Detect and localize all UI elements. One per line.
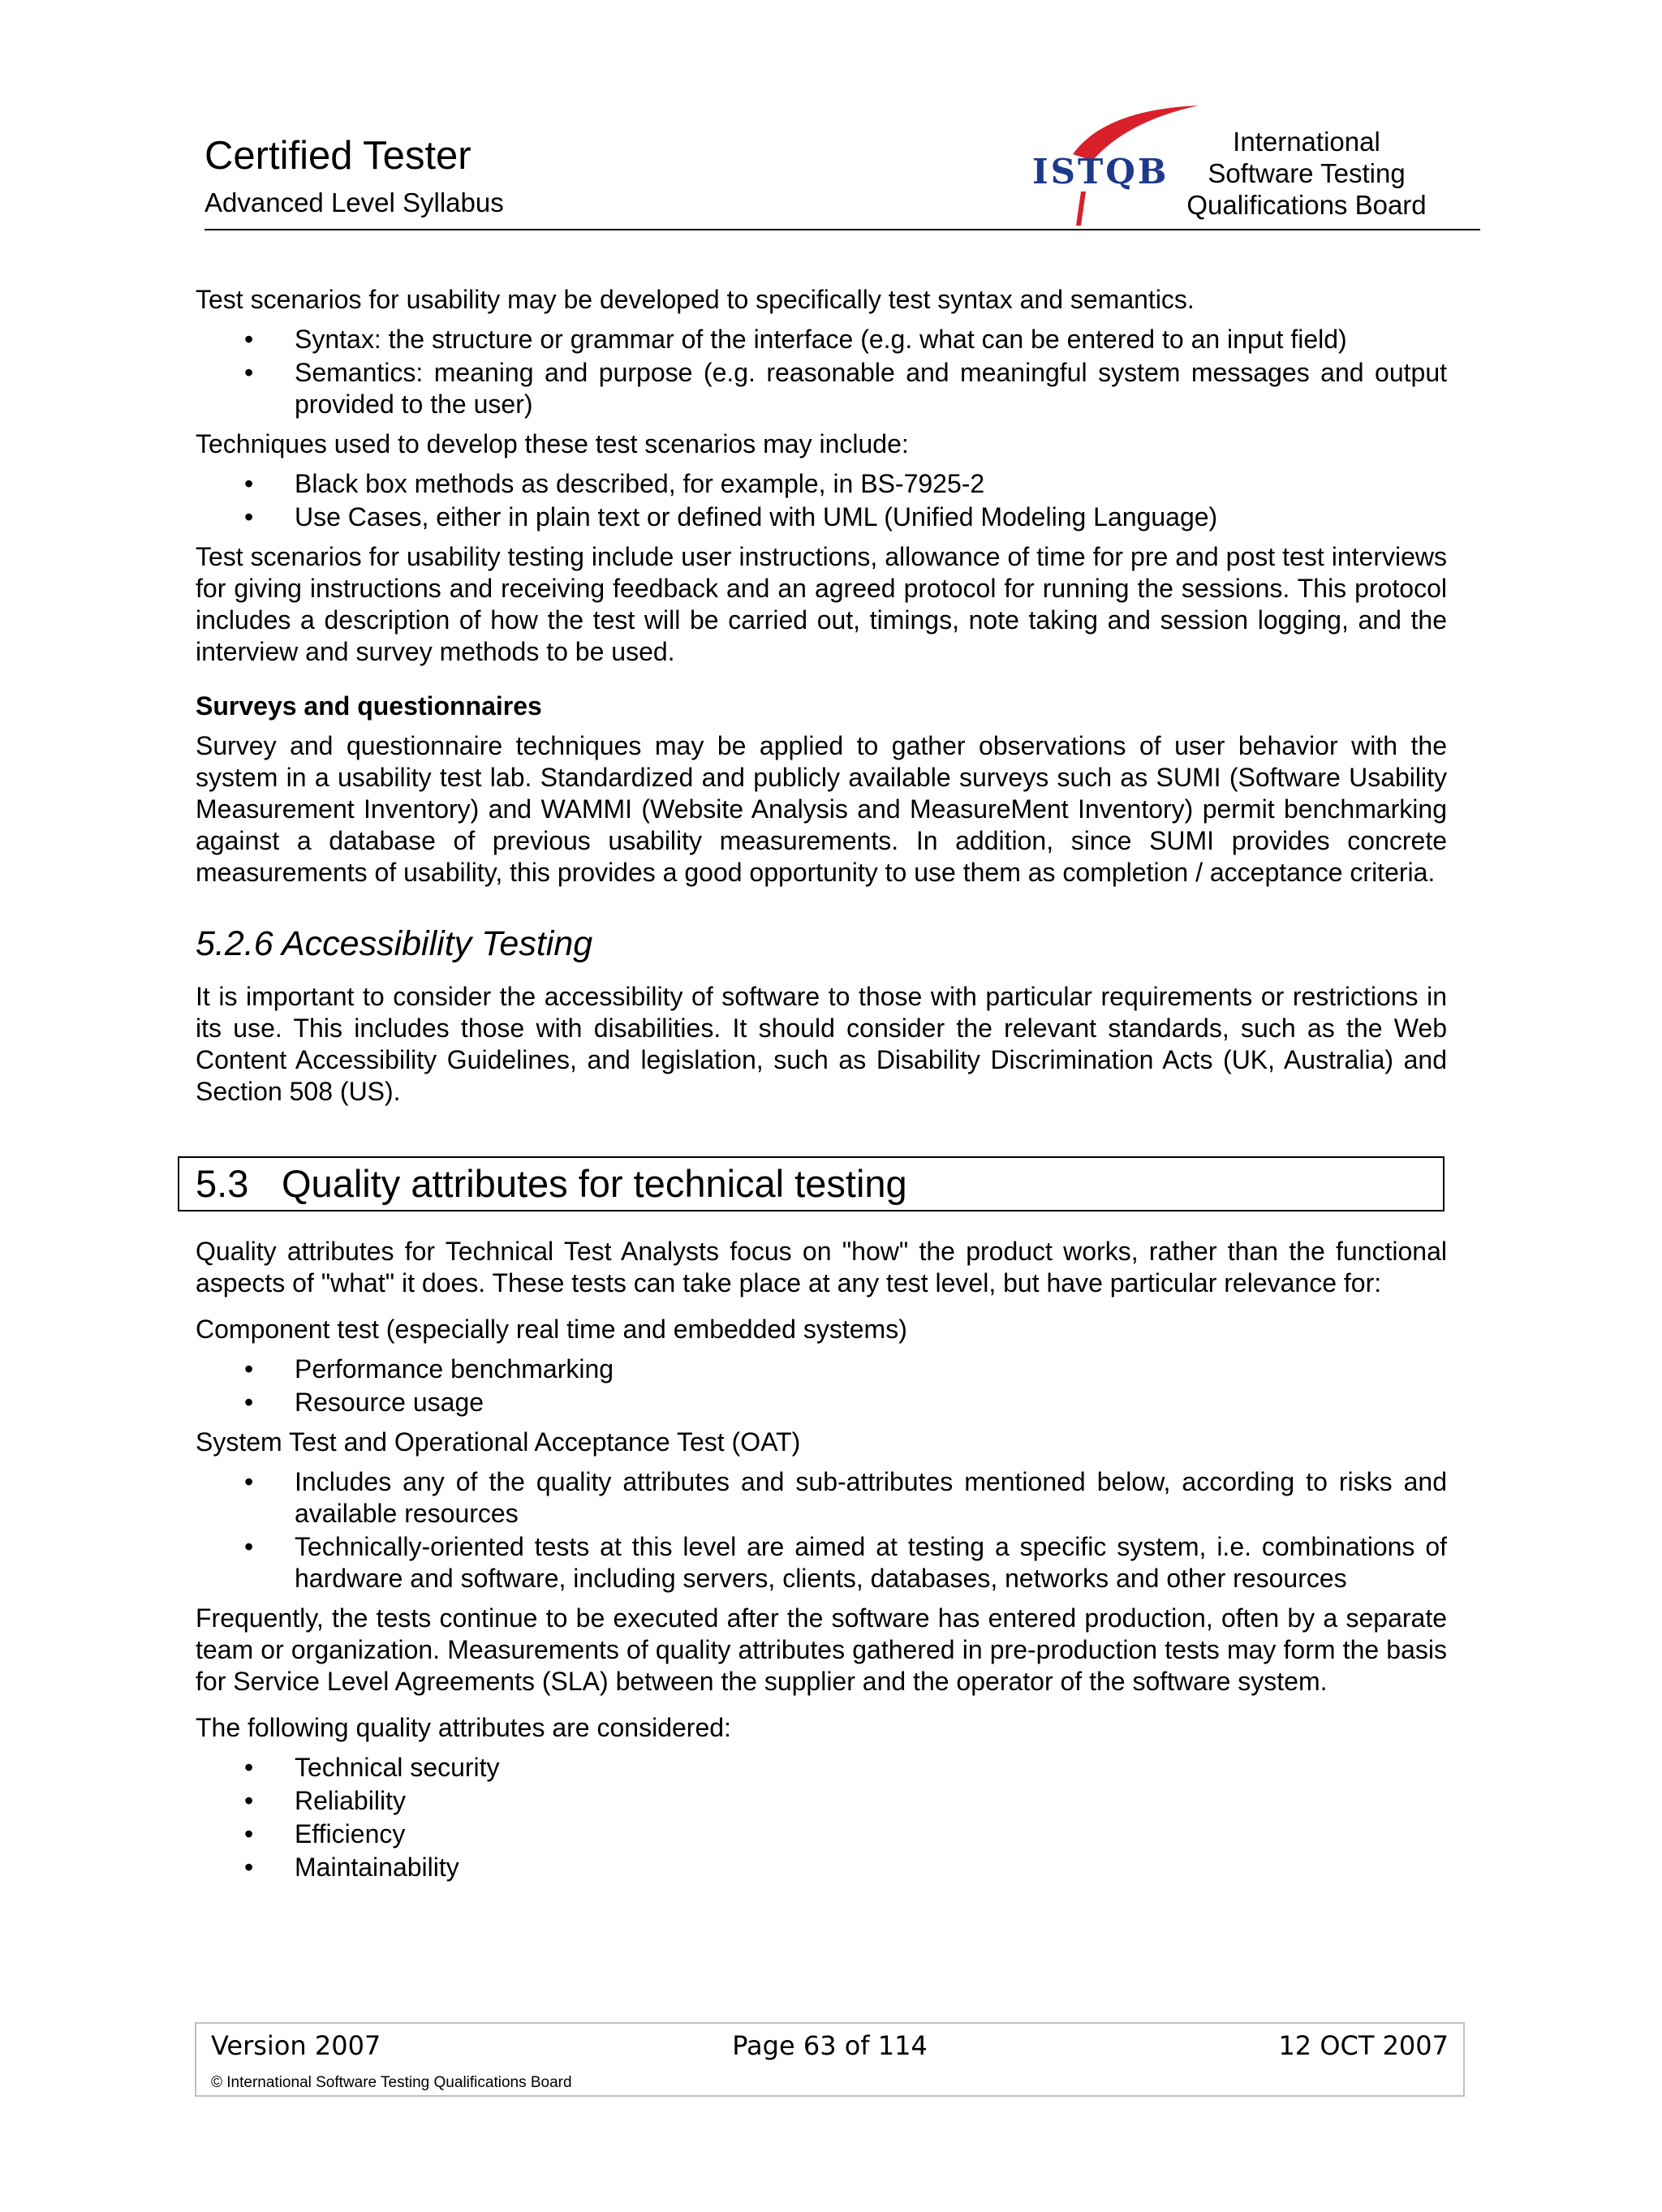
page-footer <box>195 2022 1465 2097</box>
org-line-2: Software Testing <box>1208 158 1406 188</box>
bullet-list <box>196 1466 1447 1594</box>
paragraph: Survey and questionnaire techniques may be applied to gather observations of user behavior with the system in a usability test lab. Standardized and publicly available surveys such as SUMI (Software Usability Measurement Inventory) and WAMMI (Website Analysis and MeasureMent Inventory) permit benchmarking against a database of previous usability measurements. In addition, since SUMI provides concrete measurements of usability, this provides a good opportunity to use them as completion / acceptance criteria. <box>196 731 1447 887</box>
bullet-list <box>196 324 1447 420</box>
list-item: • Includes any of the quality attributes and sub-attributes mentioned below, according to risks and available resources <box>196 1466 1447 1530</box>
list-item: • Reliability <box>196 1785 1447 1817</box>
list-item: • Technical security <box>196 1752 1447 1784</box>
list-item: • Black box methods as described, for example, in BS-7925-2 <box>196 468 1447 500</box>
organization-name <box>1160 126 1453 221</box>
list-item: • Resource usage <box>196 1387 1447 1418</box>
date-label: 12 OCT 2007 <box>1278 2030 1449 2061</box>
section-number: 5.3 <box>196 1162 249 1205</box>
document-subtitle: Advanced Level Syllabus <box>205 187 504 217</box>
paragraph: Techniques used to develop these test scenarios may include: <box>196 429 909 458</box>
org-line-3: Qualifications Board <box>1186 190 1427 220</box>
version-label: Version 2007 <box>211 2030 381 2061</box>
paragraph: The following quality attributes are considered: <box>196 1713 731 1742</box>
section-heading-5-2-6: 5.2.6 Accessibility Testing <box>196 924 593 963</box>
list-item: • Maintainability <box>196 1852 1447 1883</box>
list-item: • Performance benchmarking <box>196 1353 1447 1385</box>
section-heading-5-3 <box>178 1156 1445 1211</box>
document-title: Certified Tester <box>205 134 471 178</box>
list-item: • Semantics: meaning and purpose (e.g. reasonable and meaningful system messages and output provided to the user) <box>196 357 1447 420</box>
paragraph: Test scenarios for usability testing include user instructions, allowance of time for pre and post test interviews for giving instructions and receiving feedback and an agreed protocol for running the sessions. This protocol includes a description of how the test will be carried out, timings, note taking and session logging, and the interview and survey methods to be used. <box>196 542 1447 666</box>
list-item: • Technically-oriented tests at this level are aimed at testing a specific system, i.e. combinations of hardware and software, including servers, clients, databases, networks and other resources <box>196 1531 1447 1594</box>
bullet-list <box>196 1353 1447 1418</box>
istqb-logo-text: ISTQB <box>1032 152 1169 192</box>
list-item: • Efficiency <box>196 1818 1447 1850</box>
subheading: Surveys and questionnaires <box>196 691 542 721</box>
org-line-1: International <box>1233 127 1380 157</box>
page-number: Page 63 of 114 <box>732 2030 928 2061</box>
paragraph: System Test and Operational Acceptance Test (OAT) <box>196 1427 801 1457</box>
list-item: • Use Cases, either in plain text or defined with UML (Unified Modeling Language) <box>196 501 1447 533</box>
list-item: • Syntax: the structure or grammar of the interface (e.g. what can be entered to an input field) <box>196 324 1447 355</box>
copyright-notice: © International Software Testing Qualifications Board <box>211 2074 572 2091</box>
section-title: Quality attributes for technical testing <box>282 1162 907 1205</box>
bullet-list <box>196 468 1447 533</box>
paragraph: It is important to consider the accessibility of software to those with particular requirements or restrictions in its use. This includes those with disabilities. It should consider the relevant standards, such as the Web Content Accessibility Guidelines, and legislation, such as Disability Discrimination Acts (UK, Australia) and Section 508 (US). <box>196 982 1447 1106</box>
paragraph: Component test (especially real time and embedded systems) <box>196 1315 907 1344</box>
paragraph: Frequently, the tests continue to be executed after the software has entered production, often by a separate team or organization. Measurements of quality attributes gathered in pre-production tests may form the basis for Service Level Agreements (SLA) between the supplier and the operator of the software system. <box>196 1603 1447 1696</box>
header-divider <box>205 229 1480 230</box>
bullet-list <box>196 1752 1447 1883</box>
page-content <box>196 284 1447 1891</box>
paragraph: Quality attributes for Technical Test Analysts focus on "how" the product works, rather than the functional aspects of "what" it does. These tests can take place at any test level, but have particular relevance for: <box>196 1237 1447 1298</box>
paragraph: Test scenarios for usability may be developed to specifically test syntax and semantics. <box>196 285 1195 314</box>
